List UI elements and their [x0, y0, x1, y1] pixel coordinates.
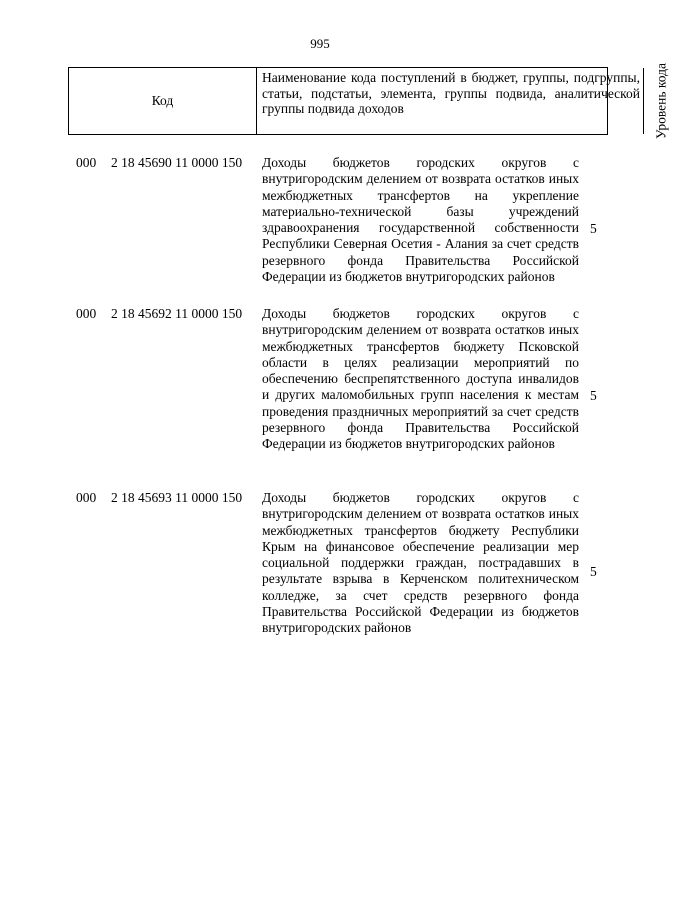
- code-level: 5: [590, 388, 597, 403]
- code-level: 5: [590, 564, 597, 579]
- admin-code: 000: [76, 490, 97, 505]
- income-code: 2 18 45690 11 0000 150: [111, 155, 243, 170]
- page-number: 995: [310, 36, 330, 51]
- income-code: 2 18 45693 11 0000 150: [111, 490, 243, 505]
- header-code-cell: Код: [69, 68, 257, 134]
- header-name-cell: Наименование кода поступлений в бюджет, группы, подгруппы, статьи, подстатьи, элемента, группы подвида, аналитической группы подвида доходов: [256, 68, 644, 134]
- income-name: Доходы бюджетов городских округов с внутригородским делением от возврата остатков иных межбюджетных трансфертов бюджету Псковской области в целях реализации мероприятий по обеспечению беспрепятственного доступа инвалидов и других маломобильных групп населения к местам проведения праздничных мероприятий за счет средств резервного фонда Правительства Российской Федерации из бюджетов внутригородских районов: [262, 306, 579, 452]
- admin-code: 000: [76, 155, 97, 170]
- header-level-label: Уровень кода: [653, 62, 669, 140]
- income-name: Доходы бюджетов городских округов с внутригородским делением от возврата остатков иных межбюджетных трансфертов на укрепление материально-технической базы учреждений здравоохранения государственной собственности Республики Северная Осетия - Алания за счет средств резервного фонда Правительства Российской Федерации из бюджетов внутригородских районов: [262, 155, 579, 285]
- table-header: [68, 62, 669, 140]
- header-level-cell: [644, 62, 678, 140]
- income-code: 2 18 45692 11 0000 150: [111, 306, 243, 321]
- income-name: Доходы бюджетов городских округов с внутригородским делением от возврата остатков иных межбюджетных трансфертов бюджету Республики Крым на финансовое обеспечение реализации мер социальной поддержки граждан, пострадавших в результате взрыва в Керченском политехническом колледже, за счет средств резервного фонда Правительства Российской Федерации из бюджетов внутригородских районов: [262, 490, 579, 636]
- admin-code: 000: [76, 306, 97, 321]
- code-level: 5: [590, 221, 597, 236]
